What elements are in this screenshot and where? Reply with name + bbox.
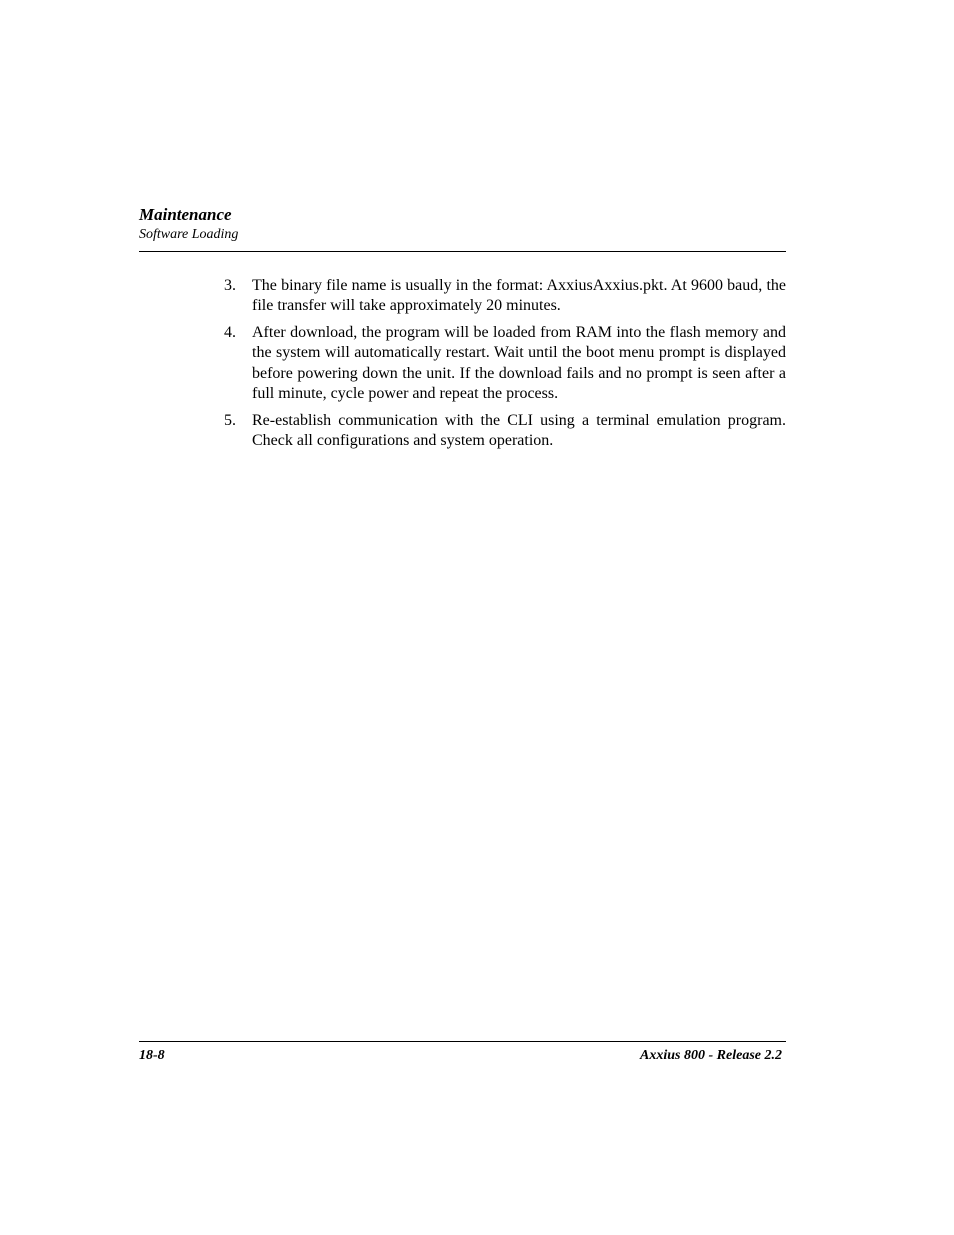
step-item <box>224 323 786 404</box>
step-item <box>224 276 786 317</box>
page-header <box>139 204 786 244</box>
step-text: After download, the program will be loaded from RAM into the flash memory and the system will automatically restart. Wait until the boot menu prompt is displayed before powering down the unit. If the download fails and no prompt is seen after a full minute, cycle power and repeat the process. <box>252 323 786 402</box>
step-text: Re-establish communication with the CLI using a terminal emulation program. Check all configurations and system operation. <box>252 411 786 449</box>
document-title: Axxius 800 - Release 2.2 <box>640 1048 782 1063</box>
procedure-steps <box>224 276 786 458</box>
step-text: The binary file name is usually in the format: AxxiusAxxius.pkt. At 9600 baud, the file transfer will take approximately 20 minutes. <box>252 277 786 315</box>
step-number: 3. <box>224 277 236 294</box>
section-title: Software Loading <box>139 227 239 242</box>
step-number: 4. <box>224 323 236 341</box>
chapter-title: Maintenance <box>139 205 232 224</box>
footer-divider <box>139 1041 786 1042</box>
step-number: 5. <box>224 411 236 429</box>
step-item <box>224 411 786 452</box>
header-divider <box>139 251 786 252</box>
page-number: 18-8 <box>139 1048 165 1063</box>
page-footer <box>139 1046 782 1066</box>
